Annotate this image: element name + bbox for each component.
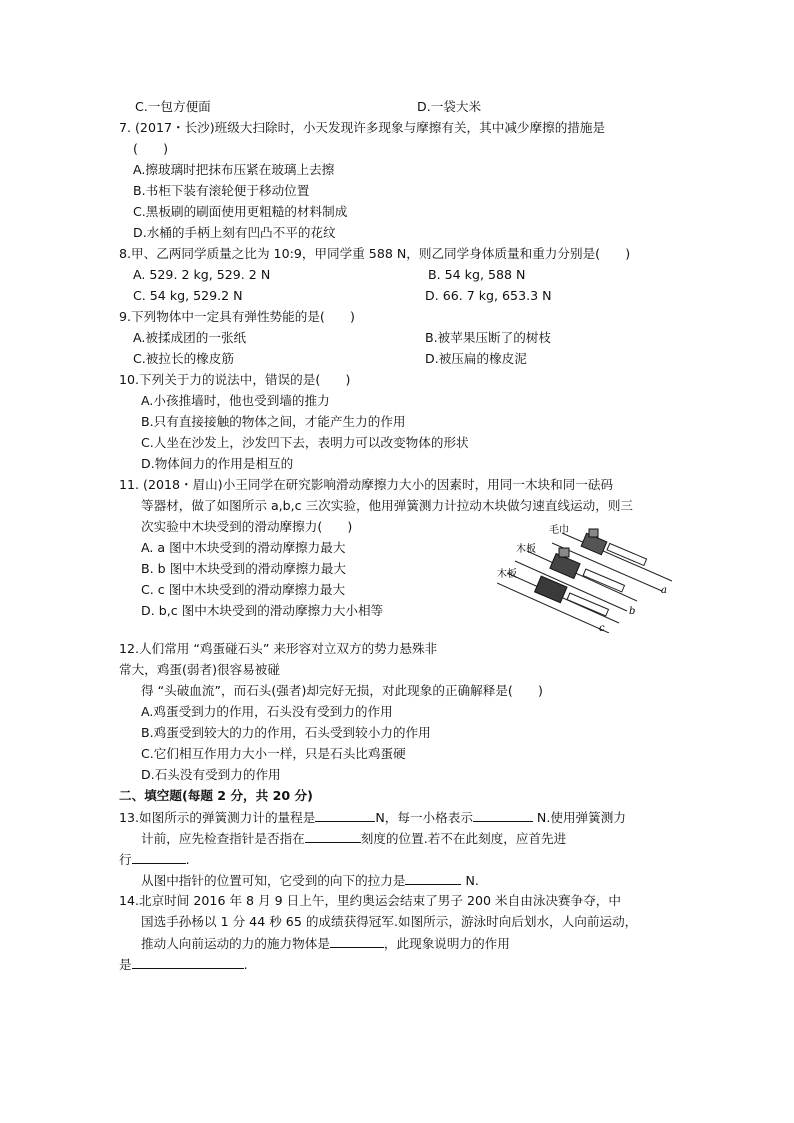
q11-option-c: C. c 图中木块受到的滑动摩擦力最大 [141, 582, 346, 597]
q7-option-a: A.擦玻璃时把抹布压紧在玻璃上去擦 [133, 162, 335, 177]
q14-text-2: ，此现象说明力的作用 [383, 936, 510, 951]
q10-option-a: A.小孩推墙时，他也受到墙的推力 [141, 393, 330, 408]
q11-option-a: A. a 图中木块受到的滑动摩擦力最大 [141, 540, 346, 555]
q7-option-d: D.水桶的手柄上刻有凹凸不平的花纹 [133, 225, 336, 240]
block-c [535, 576, 567, 603]
q13-text-6: 行 [119, 852, 132, 867]
q14-blank-conclusion[interactable] [132, 955, 244, 969]
q9-option-c: C.被拉长的橡皮筋 [133, 351, 234, 366]
q13-text-3: N.使用弹簧测力 [532, 810, 626, 825]
q12-option-d: D.石头没有受到力的作用 [141, 767, 281, 782]
q14-line1: 14.北京时间 2016 年 8 月 9 日上午，里约奥运会结束了男子 200 米自由泳决赛争夺，中 [119, 893, 621, 908]
q13-blank-zero[interactable] [305, 829, 361, 843]
q14-line3 [141, 934, 510, 953]
q7-option-b: B.书柜下装有滚轮便于移动位置 [133, 183, 310, 198]
q11-stem-line1: 11. (2018・眉山)小王同学在研究影响滑动摩擦力大小的因素时，用同一木块和同一砝码 [119, 477, 614, 492]
q7-option-c: C.黑板刷的刷面使用更粗糙的材料制成 [133, 204, 348, 219]
q9-stem: 9.下列物体中一定具有弹性势能的是( ) [119, 309, 355, 324]
q11-stem-line2: 等器材，做了如图所示 a,b,c 三次实验，他用弹簧测力计拉动木块做匀速直线运动，则三 [141, 498, 634, 513]
q10-option-d: D.物体间力的作用是相互的 [141, 456, 294, 471]
q8-option-c: C. 54 kg, 529.2 N [133, 288, 243, 303]
q12-stem-line2: 常大，鸡蛋(弱者)很容易被碰 [119, 662, 280, 677]
q12-option-a: A.鸡蛋受到力的作用，石头没有受到力的作用 [141, 704, 393, 719]
q13-line3 [119, 850, 190, 869]
q6-option-d: D.一袋大米 [417, 99, 482, 114]
q9-option-a: A.被揉成团的一张纸 [133, 330, 247, 345]
q7-answer-paren: ( ) [133, 141, 169, 156]
q13-text-8: 从图中指针的位置可知，它受到的向下的拉力是 [141, 873, 406, 888]
q13-line2 [141, 829, 566, 848]
q6-option-c: C.一包方便面 [135, 99, 211, 114]
q13-text-7: . [185, 852, 190, 867]
q11-option-b: B. b 图中木块受到的滑动摩擦力最大 [141, 561, 346, 576]
q14-line4 [119, 955, 248, 974]
q13-blank-force[interactable] [405, 871, 461, 885]
q14-blank-source[interactable] [330, 934, 384, 948]
q8-stem: 8.甲、乙两同学质量之比为 10:9，甲同学重 588 N，则乙同学身体质量和重力分别是( ) [119, 246, 631, 261]
q11-stem-line3: 次实验中木块受到的滑动摩擦力( ) [141, 519, 353, 534]
q13-text-2: N，每一小格表示 [375, 810, 473, 825]
q14-text-3: 是 [119, 957, 132, 972]
q7-stem: 7. (2017・长沙)班级大扫除时，小天发现许多现象与摩擦有关，其中减少摩擦的措施是 [119, 120, 606, 135]
q14-text-4: . [243, 957, 248, 972]
q13-blank-adjust[interactable] [132, 850, 186, 864]
q8-option-a: A. 529. 2 kg, 529. 2 N [133, 267, 271, 282]
spring-scale-a [607, 543, 647, 565]
spring-scale-c [567, 593, 608, 616]
label-c: c [599, 623, 605, 633]
q13-line1 [119, 808, 626, 827]
label-b: b [629, 606, 636, 617]
q12-stem-line1: 12.人们常用 “鸡蛋碰石头” 来形容对立双方的势力悬殊非 [119, 641, 438, 656]
label-board-2: 木板 [497, 569, 517, 580]
q13-blank-range[interactable] [315, 808, 375, 822]
q14-line2: 国选手孙杨以 1 分 44 秒 65 的成绩获得冠军.如图所示，游泳时向后划水，人向前运动， [141, 914, 638, 929]
q13-text-4: 计前，应先检查指针是否指在 [141, 831, 305, 846]
q13-text-1: 13.如图所示的弹簧测力计的量程是 [119, 810, 316, 825]
label-a: a [661, 585, 667, 596]
q13-line4 [141, 871, 479, 890]
q13-blank-division[interactable] [473, 808, 533, 822]
q10-stem: 10.下列关于力的说法中，错误的是( ) [119, 372, 351, 387]
q12-option-c: C.它们相互作用力大小一样，只是石头比鸡蛋硬 [141, 746, 406, 761]
friction-experiment-figure [497, 521, 677, 633]
q9-option-b: B.被苹果压断了的树枝 [425, 330, 551, 345]
q13-text-5: 刻度的位置.若不在此刻度，应首先进 [360, 831, 567, 846]
q11-option-d: D. b,c 图中木块受到的滑动摩擦力大小相等 [141, 603, 384, 618]
weight-b [559, 548, 569, 557]
q10-option-c: C.人坐在沙发上，沙发凹下去，表明力可以改变物体的形状 [141, 435, 469, 450]
q10-option-b: B.只有直接接触的物体之间，才能产生力的作用 [141, 414, 406, 429]
q12-stem-line3: 得 “头破血流”，而石头(强者)却完好无损，对此现象的正确解释是( ) [141, 683, 543, 698]
section-title-fill-in: 二、填空题(每题 2 分，共 20 分) [119, 788, 313, 803]
q13-text-9: N. [461, 873, 479, 888]
label-towel: 毛巾 [549, 525, 569, 536]
label-board-1: 木板 [516, 544, 536, 555]
q12-option-b: B.鸡蛋受到较大的力的作用，石头受到较小力的作用 [141, 725, 431, 740]
q8-option-b: B. 54 kg, 588 N [428, 267, 526, 282]
weight-a [589, 529, 598, 537]
q8-option-d: D. 66. 7 kg, 653.3 N [425, 288, 552, 303]
q9-option-d: D.被压扁的橡皮泥 [425, 351, 527, 366]
q14-text-1: 推动人向前运动的力的施力物体是 [141, 936, 330, 951]
